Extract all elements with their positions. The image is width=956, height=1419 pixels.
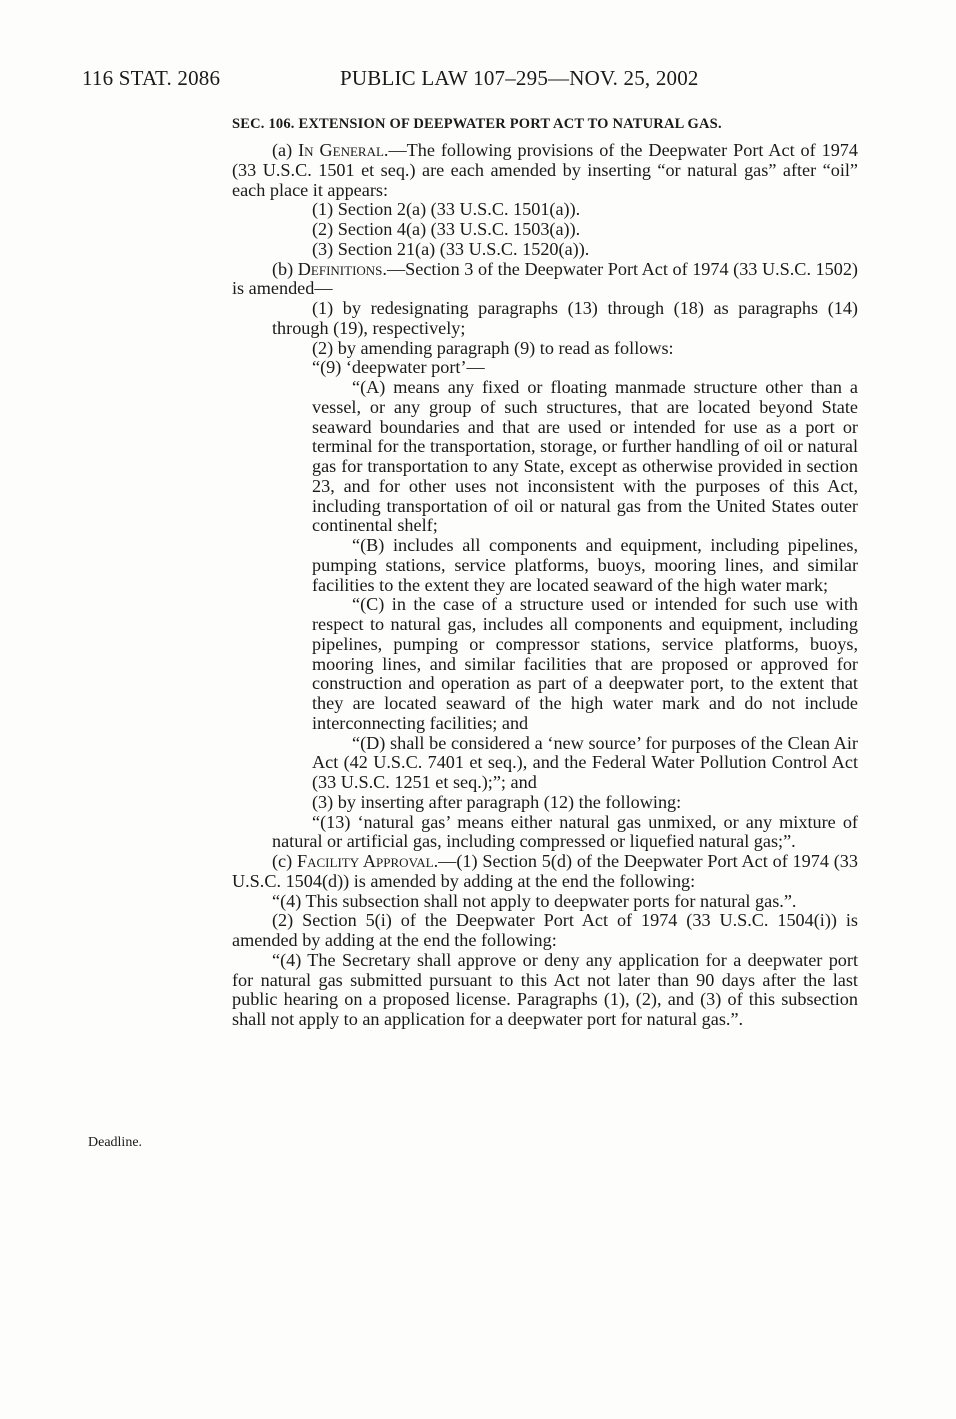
subsection-b-caption: Definitions <box>297 258 383 279</box>
statute-page-number: 116 STAT. 2086 <box>82 66 221 90</box>
subsection-b-item-2: (2) by amending paragraph (9) to read as follows: <box>312 337 674 358</box>
subsection-c-1-insert: “(4) This subsection shall not apply to deepwater ports for natural gas.”. <box>272 890 797 911</box>
subsection-a <box>232 141 858 200</box>
paragraph-9-heading: “(9) ‘deepwater port’— <box>312 357 485 378</box>
subsection-c-text: .—(1) Section 5(d) of the Deepwater Port Act of 1974 (33 U.S.C. 1504(d)) is amended by adding at the end the following: <box>232 851 858 891</box>
margin-note-deadline: Deadline. <box>88 1135 143 1150</box>
subsection-a-item-2: (2) Section 4(a) (33 U.S.C. 1503(a)). <box>312 219 581 239</box>
subsection-a-text: .—The following provisions of the Deepwater Port Act of 1974 (33 U.S.C. 1501 et seq.) are each amended by inserting “or natural gas” after “oil” each place it appears: <box>232 140 858 200</box>
subsection-a-label: (a) <box>272 140 299 160</box>
subsection-a-item-3: (3) Section 21(a) (33 U.S.C. 1520(a)). <box>312 238 590 259</box>
subsection-b-text: .—Section 3 of the Deepwater Port Act of 1974 (33 U.S.C. 1502) is amended— <box>232 258 858 299</box>
subsection-b-item-3: (3) by inserting after paragraph (12) the following: <box>312 791 682 812</box>
subsection-b-label: (b) <box>272 258 298 279</box>
subsection-c-item-2: (2) Section 5(i) of the Deepwater Port Act of 1974 (33 U.S.C. 1504(i)) is amended by adding at the end the following: <box>232 910 858 950</box>
paragraph-9-D: “(D) shall be considered a ‘new source’ for purposes of the Clean Air Act (42 U.S.C. 7401 et seq.), and the Federal Water Pollution Control Act (33 U.S.C. 1251 et seq.);”; and <box>312 732 858 792</box>
paragraph-13: “(13) ‘natural gas’ means either natural gas unmixed, or any mixture of natural or artificial gas, including compressed or liquefied natural gas;”. <box>272 811 858 852</box>
subsection-b <box>232 260 858 300</box>
paragraph-9-B: “(B) includes all components and equipment, including pipelines, pumping stations, service platforms, buoys, mooring lines, and similar facilities to the extent they are located seaward of the high water mark; <box>312 535 858 595</box>
section-body <box>232 141 858 1030</box>
subsection-b-item-1: (1) by redesignating paragraphs (13) through (18) as paragraphs (14) through (19), respectively; <box>272 298 858 338</box>
subsection-c-2-insert: “(4) The Secretary shall approve or deny any application for a deepwater port for natural gas submitted pursuant to this Act not later than 90 days after the last public hearing on a proposed license. Paragraphs (1), (2), and (3) of this subsection shall not apply to an application for a deepwater port for natural gas.”. <box>232 949 858 1029</box>
subsection-c <box>232 852 858 892</box>
section-heading: SEC. 106. EXTENSION OF DEEPWATER PORT ACT TO NATURAL GAS. <box>232 116 722 132</box>
subsection-c-caption: Facility Approval <box>297 851 434 871</box>
subsection-a-item-1: (1) Section 2(a) (33 U.S.C. 1501(a)). <box>312 199 581 220</box>
public-law-citation: PUBLIC LAW 107–295—NOV. 25, 2002 <box>340 66 699 90</box>
paragraph-9-C: “(C) in the case of a structure used or intended for such use with respect to natural gas, includes all components and equipment, including pipelines, pumping or compressor stations, service platforms, buoys, mooring lines, and similar facilities that are proposed or approved for construction and operation as part of a deepwater port, to the extent that they are located seaward of the high water mark and do not include interconnecting facilities; and <box>312 594 858 733</box>
subsection-a-caption: In General <box>298 140 384 160</box>
paragraph-9-A: “(A) means any fixed or floating manmade structure other than a vessel, or any group of such structures, that are located beyond State seaward boundaries and that are used or intended for use as a port or terminal for the transportation, storage, or further handling of oil or natural gas for transportation to any State, except as otherwise provided in section 23, and for other uses not inconsistent with the purposes of this Act, including transportation of oil or natural gas from the United States outer continental shelf; <box>312 377 858 536</box>
subsection-c-label: (c) <box>272 851 297 871</box>
